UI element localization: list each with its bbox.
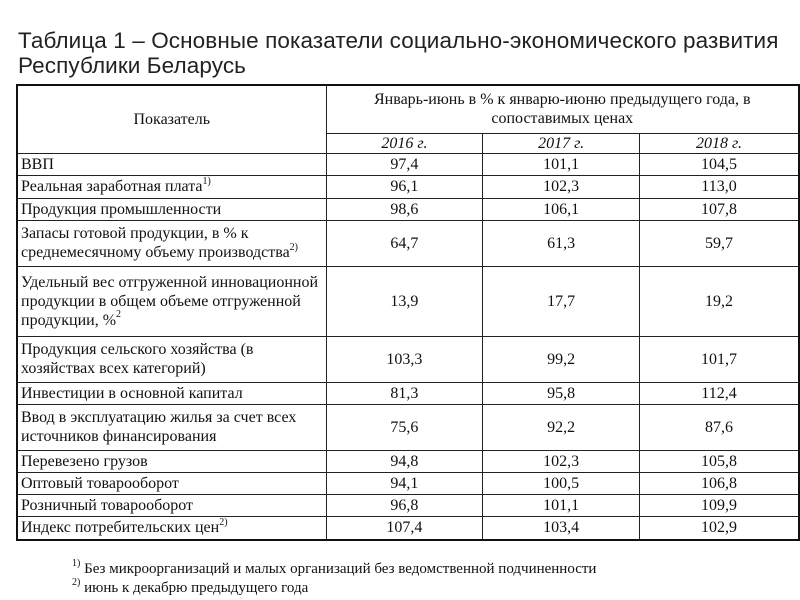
table-row: [17, 382, 799, 404]
footnote-ref: 1): [202, 175, 211, 187]
row-label: [17, 336, 326, 382]
value-cell: 102,9: [640, 516, 800, 540]
row-label: [17, 494, 326, 516]
row-label: [17, 450, 326, 472]
value-cell: 112,4: [640, 382, 800, 404]
value-cell: 107,4: [326, 516, 483, 540]
row-label-text: Реальная заработная плата: [21, 178, 203, 195]
value-cell: 102,3: [483, 450, 640, 472]
row-label: [17, 382, 326, 404]
table-row: [17, 516, 799, 540]
row-label-text: Перевезено грузов: [21, 452, 148, 470]
table-body: [17, 153, 799, 540]
row-label: [17, 198, 326, 220]
table-row: [17, 220, 799, 266]
footnote: [72, 560, 596, 579]
value-cell: 59,7: [640, 220, 800, 266]
value-cell: 64,7: [326, 220, 483, 266]
table-row: [17, 494, 799, 516]
value-cell: 98,6: [326, 198, 483, 220]
table-row: [17, 404, 799, 450]
value-cell: 13,9: [326, 266, 483, 336]
row-label: [17, 153, 326, 175]
row-label-text: Розничный товарооборот: [21, 496, 194, 514]
value-cell: 109,9: [640, 494, 800, 516]
value-cell: 94,1: [326, 472, 483, 494]
value-cell: 97,4: [326, 153, 483, 175]
header-year: 2018 г.: [640, 133, 800, 153]
value-cell: 92,2: [483, 404, 640, 450]
indicators-table: [16, 84, 800, 541]
row-label-text: Индекс потребительских цен: [21, 519, 220, 537]
value-cell: 81,3: [326, 382, 483, 404]
row-label: [17, 266, 326, 336]
table-row: [17, 450, 799, 472]
footnote-mark: 2): [72, 577, 81, 588]
table-row: [17, 472, 799, 494]
footnote: [72, 579, 596, 598]
header-year: 2017 г.: [483, 133, 640, 153]
value-cell: 96,1: [326, 175, 483, 198]
table-row: [17, 266, 799, 336]
row-label-text: ВВП: [21, 155, 54, 173]
value-cell: 105,8: [640, 450, 800, 472]
row-label: [17, 404, 326, 450]
row-label: [17, 516, 326, 540]
value-cell: 107,8: [640, 198, 800, 220]
row-label: [17, 220, 326, 266]
value-cell: 17,7: [483, 266, 640, 336]
table-row: [17, 198, 799, 220]
value-cell: 100,5: [483, 472, 640, 494]
value-cell: 104,5: [640, 153, 800, 175]
value-cell: 99,2: [483, 336, 640, 382]
footnote-text: июнь к декабрю предыдущего года: [80, 580, 309, 596]
header-indicator: Показатель: [17, 85, 326, 153]
value-cell: 102,3: [483, 175, 640, 198]
value-cell: 101,1: [483, 494, 640, 516]
footnote-ref: 2: [116, 309, 122, 321]
value-cell: 61,3: [483, 220, 640, 266]
row-label-text: Продукция промышленности: [21, 200, 222, 218]
value-cell: 106,8: [640, 472, 800, 494]
footnote-ref: 2): [219, 516, 228, 528]
value-cell: 75,6: [326, 404, 483, 450]
table-title: Таблица 1 – Основные показатели социально-экономического развития Республики Беларусь: [18, 28, 779, 78]
footnotes: [72, 560, 596, 598]
footnote-ref: 2): [289, 241, 299, 253]
footnote-mark: 1): [72, 558, 81, 569]
value-cell: 19,2: [640, 266, 800, 336]
value-cell: 106,1: [483, 198, 640, 220]
value-cell: 103,4: [483, 516, 640, 540]
row-label-text: Удельный вес отгруженной инновационной продукции в общем объеме отгруженной продукции, %: [21, 273, 319, 329]
table-row: [17, 175, 799, 198]
value-cell: 87,6: [640, 404, 800, 450]
table-row: [17, 336, 799, 382]
row-label-text: Продукция сельского хозяйства (в хозяйствах всех категорий): [21, 341, 254, 377]
table-row: [17, 153, 799, 175]
row-label: [17, 472, 326, 494]
header-period-group: Январь-июнь в % к январю-июню предыдущего года, в сопоставимых ценах: [326, 85, 799, 133]
row-label-text: Оптовый товарооборот: [21, 474, 179, 492]
row-label-text: Запасы готовой продукции, в % к среднемесячному объему производства: [21, 225, 290, 261]
value-cell: 103,3: [326, 336, 483, 382]
value-cell: 95,8: [483, 382, 640, 404]
row-label-text: Ввод в эксплуатацию жилья за счет всех источников финансирования: [21, 409, 297, 445]
value-cell: 113,0: [640, 175, 800, 198]
header-year: 2016 г.: [326, 133, 483, 153]
footnote-text: Без микроорганизаций и малых организаций без ведомственной подчиненности: [80, 561, 597, 577]
value-cell: 101,7: [640, 336, 800, 382]
value-cell: 96,8: [326, 494, 483, 516]
row-label: [17, 175, 326, 198]
value-cell: 94,8: [326, 450, 483, 472]
value-cell: 101,1: [483, 153, 640, 175]
row-label-text: Инвестиции в основной капитал: [21, 384, 243, 402]
